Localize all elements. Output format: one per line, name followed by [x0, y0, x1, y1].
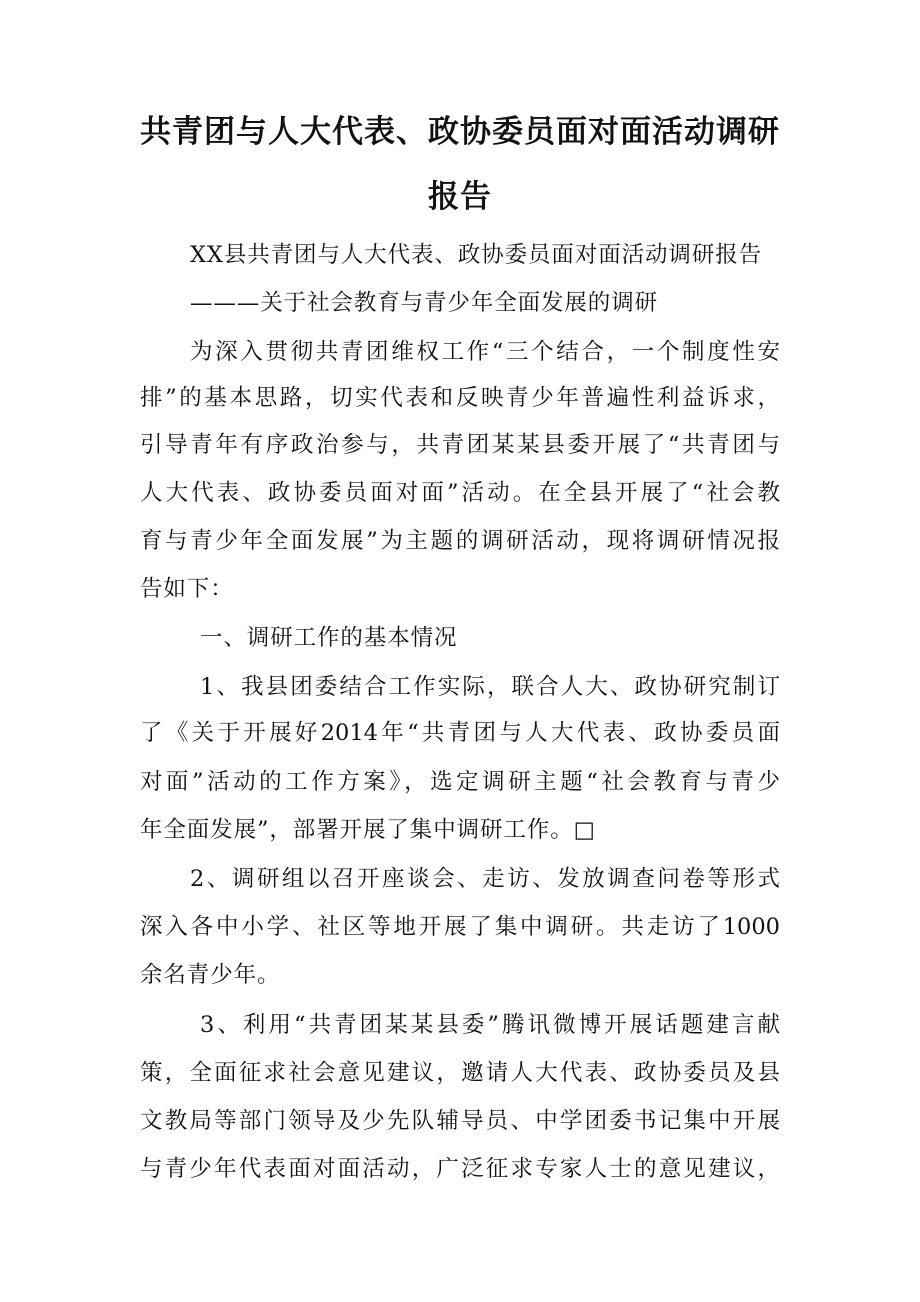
intro-line: 育与青少年全面发展”为主题的调研活动，现将调研情况报: [140, 528, 780, 554]
intro-line: 人大代表、政协委员面对面”活动。在全县开展了“社会教: [140, 480, 780, 506]
intro-line: 告如下：: [140, 576, 234, 602]
item2-line: 深入各中小学、社区等地开展了集中调研。共走访了1000: [140, 914, 780, 940]
item3-line: 文教局等部门领导及少先队辅导员、中学团委书记集中开展: [140, 1108, 780, 1134]
item1-line: 对面”活动的工作方案》，选定调研主题“社会教育与青少: [140, 769, 780, 795]
intro-line: 排”的基本思路，切实代表和反映青少年普遍性利益诉求，: [140, 385, 780, 411]
intro-line: 引导青年有序政治参与，共青团某某县委开展了“共青团与: [140, 432, 780, 458]
item2-line: 余名青少年。: [140, 962, 281, 988]
item2-line: 2、调研组以召开座谈会、走访、发放调查问卷等形式: [190, 866, 780, 892]
document-title-line-2: 报告: [428, 179, 492, 215]
item3-line: 与青少年代表面对面活动，广泛征求专家人士的意见建议，: [140, 1156, 780, 1182]
section-heading: 一、调研工作的基本情况: [200, 625, 458, 651]
item1-line: 1、我县团委结合工作实际，联合人大、政协研究制订: [200, 674, 780, 700]
intro-line: 为深入贯彻共青团维权工作“三个结合，一个制度性安: [190, 339, 780, 365]
report-subheading: ———关于社会教育与青少年全面发展的调研: [190, 290, 659, 316]
item1-line: 年全面发展”，部署开展了集中调研工作。□: [140, 817, 596, 843]
document-title-line-1: 共青团与人大代表、政协委员面对面活动调研: [140, 114, 780, 150]
item3-line: 3、利用“共青团某某县委”腾讯微博开展话题建言献: [200, 1012, 780, 1038]
item1-line: 了《关于开展好2014年“共青团与人大代表、政协委员面: [140, 720, 780, 746]
report-subtitle: XX县共青团与人大代表、政协委员面对面活动调研报告: [190, 242, 763, 268]
item3-line: 策，全面征求社会意见建议，邀请人大代表、政协委员及县: [140, 1060, 780, 1086]
